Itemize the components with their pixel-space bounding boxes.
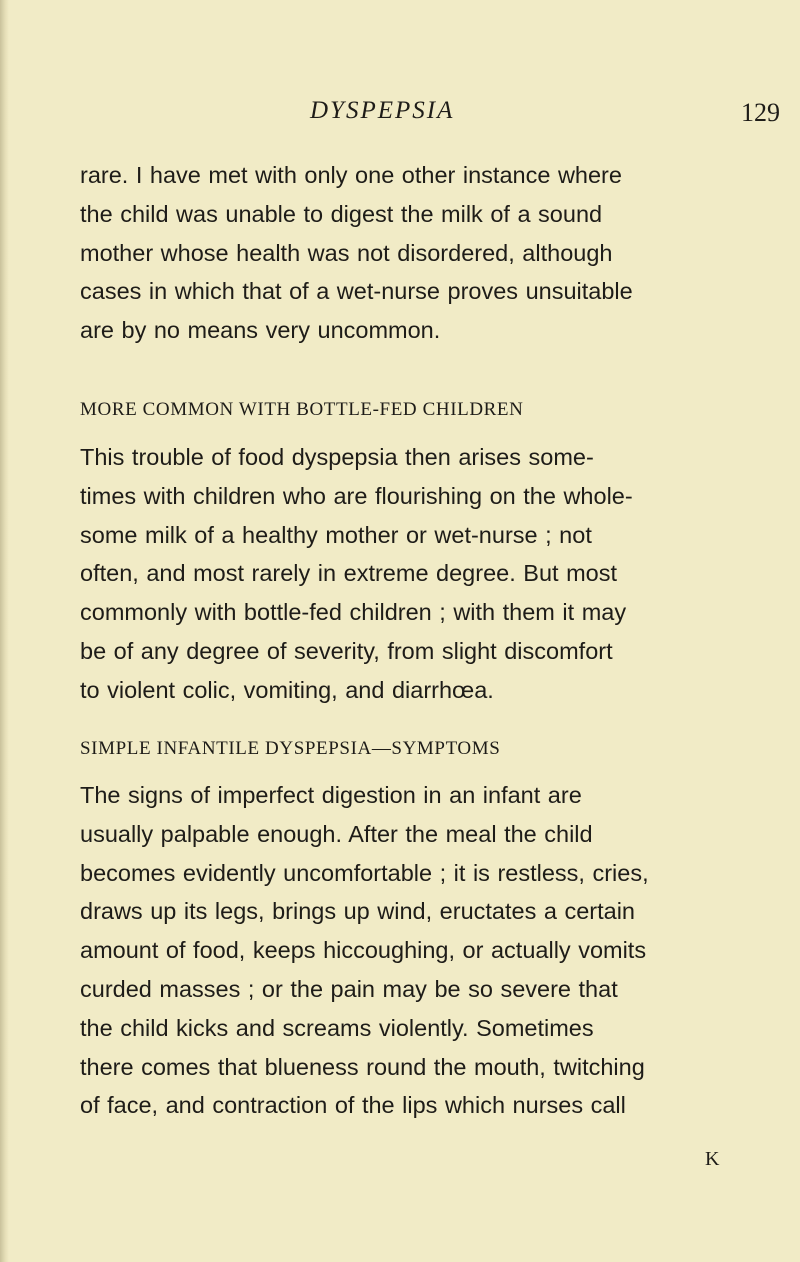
binding-edge <box>0 0 9 1262</box>
running-head <box>0 96 800 136</box>
signature-mark: K <box>705 1148 720 1170</box>
text-line: commonly with bottle-fed children ; with them it may <box>80 599 627 626</box>
paragraph-1 <box>80 156 790 350</box>
text-line: to violent colic, vomiting, and diarrhœa. <box>80 676 494 703</box>
section-heading-bottle-fed: MORE COMMON WITH BOTTLE-FED CHILDREN <box>80 399 524 420</box>
text-line: of face, and contraction of the lips which nurses call <box>80 1092 626 1119</box>
text-line: often, and most rarely in extreme degree. But most <box>80 560 618 587</box>
text-line: curded masses ; or the pain may be so severe that <box>80 975 618 1002</box>
text-line: amount of food, keeps hiccoughing, or actually vomits <box>80 937 647 964</box>
text-line: cases in which that of a wet-nurse proves unsuitable <box>80 278 633 305</box>
text-line: The signs of imperfect digestion in an infant are <box>80 782 582 808</box>
paragraph-3 <box>80 776 790 1125</box>
text-line: mother whose health was not disordered, although <box>80 239 613 266</box>
section-heading-symptoms: SIMPLE INFANTILE DYSPEPSIA—SYMPTOMS <box>80 738 501 759</box>
text-line: there comes that blueness round the mouth, twitching <box>80 1053 645 1080</box>
text-line: rare. I have met with only one other instance where <box>80 162 622 188</box>
text-line: becomes evidently uncomfortable ; it is restless, cries, <box>80 859 649 886</box>
text-line: are by no means very uncommon. <box>80 317 441 344</box>
running-title: DYSPEPSIA <box>310 97 455 124</box>
text-line: times with children who are flourishing on the whole- <box>80 482 633 509</box>
text-line: This trouble of food dyspepsia then arises some- <box>80 444 594 470</box>
text-line: be of any degree of severity, from slight discomfort <box>80 637 613 664</box>
text-line: the child kicks and screams violently. Sometimes <box>80 1014 594 1041</box>
text-line: draws up its legs, brings up wind, eructates a certain <box>80 898 635 925</box>
text-line: the child was unable to digest the milk of a sound <box>80 200 603 227</box>
page-number: 129 <box>741 98 780 127</box>
paragraph-2 <box>80 438 790 710</box>
text-line: some milk of a healthy mother or wet-nurse ; not <box>80 521 592 548</box>
text-line: usually palpable enough. After the meal the child <box>80 820 593 847</box>
